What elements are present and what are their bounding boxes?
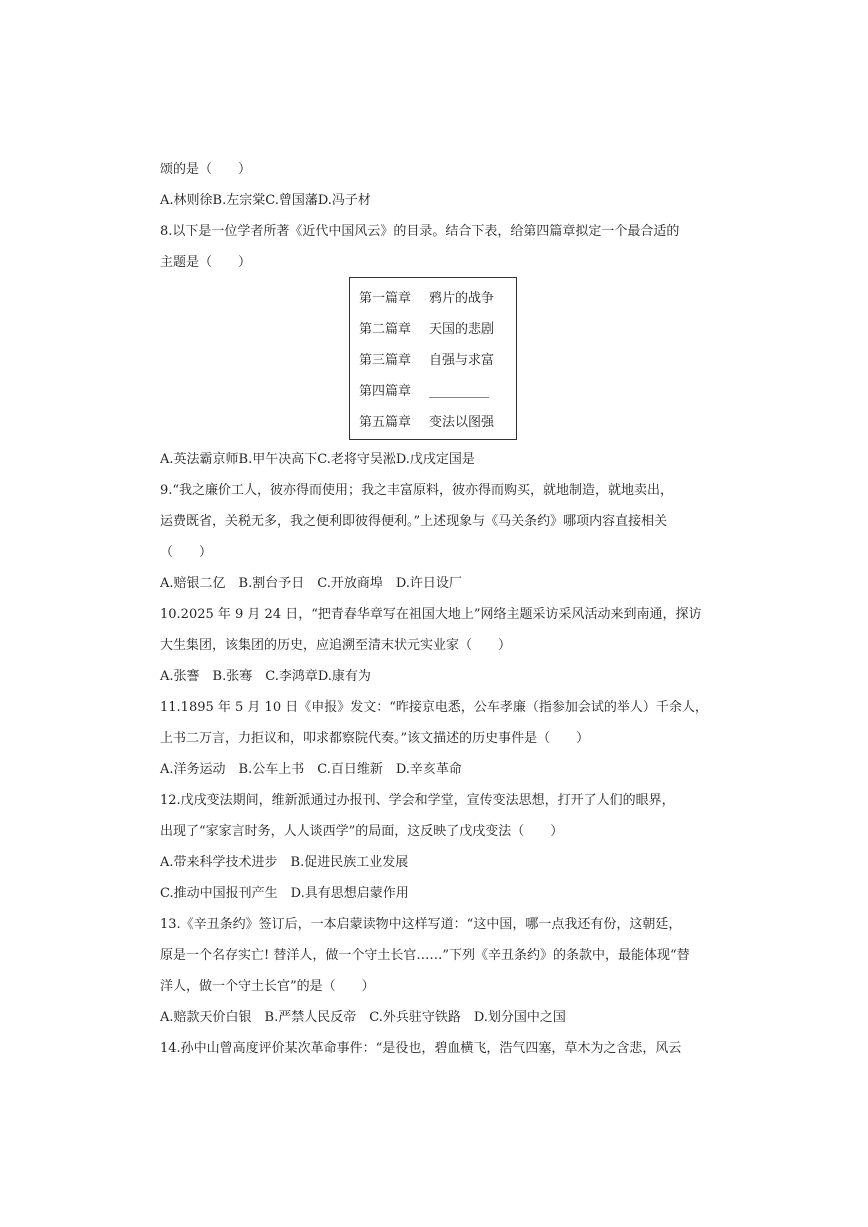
text-line: 主题是（ ） xyxy=(160,255,252,270)
answer-options: A.赔银二亿 B.割台予日 C.开放商埠 D.许日设厂 xyxy=(160,576,462,591)
toc-chapter: 第五篇章 xyxy=(359,415,412,430)
toc-chapter: 第三篇章 xyxy=(359,353,412,368)
answer-options: C.推动中国报刊产生 D.具有思想启蒙作用 xyxy=(160,886,409,901)
table-of-contents-box xyxy=(349,277,517,440)
answer-options: A.林则徐B.左宗棠C.曾国藩D.冯子材 xyxy=(160,193,371,208)
question-12: 12.戊戌变法期间，维新派通过办报刊、学会和学堂，宣传变法思想，打开了人们的眼界， xyxy=(160,793,675,808)
text-line: 原是一个名存实亡! 替洋人，做一个守土长官……”下列《辛丑条约》的条款中，最能体现“替 xyxy=(160,948,690,963)
question-13: 13.《辛丑条约》签订后，一本启蒙读物中这样写道：“这中国，哪一点我还有份，这朝廷， xyxy=(160,917,682,932)
toc-title: 变法以图强 xyxy=(429,415,495,430)
toc-chapter: 第四篇章 xyxy=(359,384,412,399)
toc-row xyxy=(359,321,494,339)
text-line: 洋人，做一个守土长官”的是（ ） xyxy=(160,979,375,994)
toc-row xyxy=(359,290,494,308)
question-9: 9.“我之廉价工人，彼亦得而使用；我之丰富原料，彼亦得而购买，就地制造，就地卖出， xyxy=(160,483,674,498)
toc-title: 天国的悲剧 xyxy=(429,322,495,337)
answer-options: A.英法霸京师B.甲午决高下C.老将守吴淞D.戊戌定国是 xyxy=(160,452,475,467)
question-8: 8.以下是一位学者所著《近代中国风云》的目录。结合下表，给第四篇章拟定一个最合适的 xyxy=(160,224,680,239)
text-line: 上书二万言，力拒议和，叩求都察院代奏。”该文描述的历史事件是（ ） xyxy=(160,731,590,746)
toc-title: 鸦片的战争 xyxy=(429,291,495,306)
text-line: （ ） xyxy=(160,545,213,560)
answer-options: A.带来科学技术进步 B.促进民族工业发展 xyxy=(160,855,409,870)
toc-row xyxy=(359,383,489,401)
text-line: 运费既省，关税无多，我之便利即彼得便利。”上述现象与《马关条约》哪项内容直接相关 xyxy=(160,514,668,529)
answer-options: A.张謇 B.张骞 C.李鸿章D.康有为 xyxy=(160,669,371,684)
toc-row xyxy=(359,414,494,432)
toc-chapter: 第一篇章 xyxy=(359,291,412,306)
question-10: 10.2025 年 9 月 24 日，“把青春华章写在祖国大地上”网络主题采访采风活动来到南通，探访 xyxy=(160,607,702,622)
text-line: 大生集团，该集团的历史，应追溯至清末状元实业家（ ） xyxy=(160,638,512,653)
answer-options: A.洋务运动 B.公车上书 C.百日维新 D.辛亥革命 xyxy=(160,762,462,777)
toc-title: 自强与求富 xyxy=(429,353,495,368)
toc-chapter: 第二篇章 xyxy=(359,322,412,337)
question-11: 11.1895 年 5 月 10 日《申报》发文：“昨接京电悉，公车孝廉（指参加会试的举人）千余人， xyxy=(160,700,708,715)
answer-options: A.赔款天价白银 B.严禁人民反帝 C.外兵驻守铁路 D.划分国中之国 xyxy=(160,1010,566,1025)
text-line: 出现了“家家言时务，人人谈西学”的局面，这反映了戊戌变法（ ） xyxy=(160,824,564,839)
text-line: 颂的是（ ） xyxy=(160,162,252,177)
question-14: 14.孙中山曾高度评价某次革命事件：“是役也，碧血横飞，浩气四塞，草木为之含悲，风云 xyxy=(160,1041,682,1056)
toc-blank xyxy=(429,385,489,398)
toc-row xyxy=(359,352,494,370)
